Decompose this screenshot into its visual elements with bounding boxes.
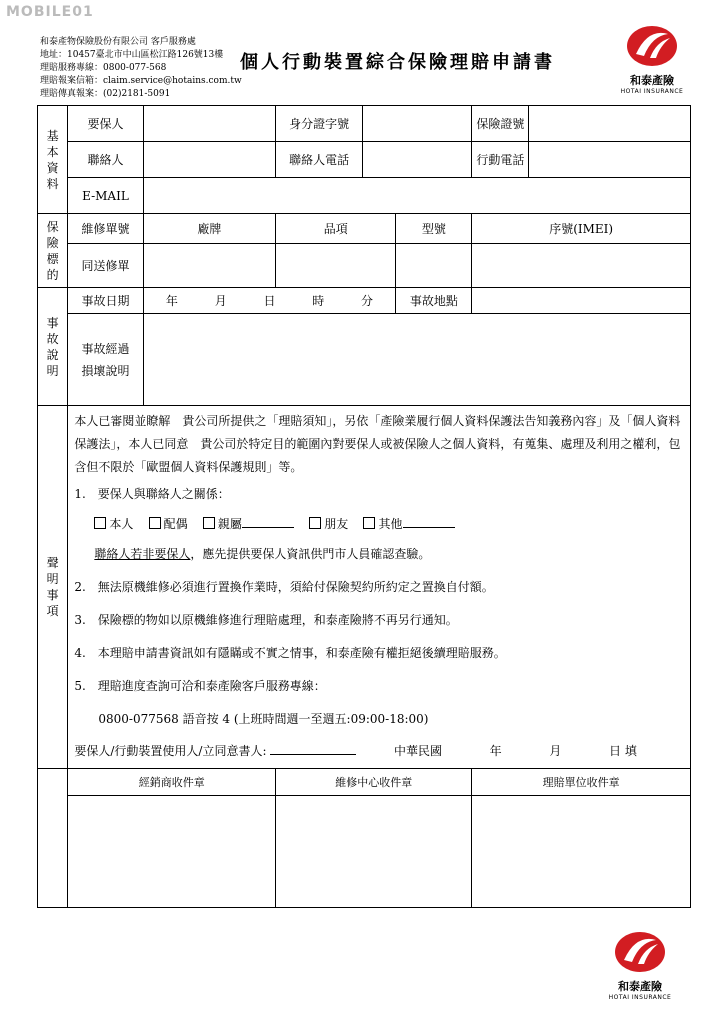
imei-label: 序號(IMEI) — [472, 214, 691, 244]
model-field[interactable] — [396, 244, 472, 288]
id-field[interactable] — [362, 106, 471, 142]
logo-name-bottom: 和泰產險 — [618, 980, 662, 993]
statement-item-5: 5. 理賠進度查詢可洽和泰產險客戶服務專線： — [74, 679, 326, 693]
checkbox-icon — [149, 517, 161, 529]
insured-field[interactable] — [143, 106, 276, 142]
email-label: E-MAIL — [68, 178, 143, 214]
claims-unit-stamp-label: 理賠單位收件章 — [472, 769, 691, 796]
policy-label: 保險證號 — [472, 106, 529, 142]
mobile-label: 行動電話 — [472, 142, 529, 178]
rel-self[interactable]: 本人 — [94, 517, 133, 531]
company-name: 和泰產物保險股份有限公司 客戶服務處 — [40, 37, 196, 47]
page-title: 個人行動裝置綜合保險理賠申請書 — [240, 52, 555, 73]
contact-phone-field[interactable] — [362, 142, 471, 178]
statement-note-rest: ，應先提供要保人資訊供門市人員確認查驗。 — [190, 547, 431, 561]
section-accident-title: 事 故 說 明 — [38, 288, 68, 406]
section-statement-title: 聲 明 事 項 — [38, 406, 68, 769]
relationship-options — [74, 511, 684, 537]
checkbox-icon — [309, 517, 321, 529]
roc-label: 中華民國 — [393, 744, 442, 758]
claims-unit-stamp-area[interactable] — [472, 796, 691, 908]
dealer-stamp-area[interactable] — [68, 796, 276, 908]
statement-note-underlined: 聯絡人若非要保人 — [94, 547, 191, 561]
accident-date-field[interactable] — [143, 288, 396, 314]
date-month: 月 — [214, 294, 227, 308]
repair-no-label: 維修單號 — [68, 214, 143, 244]
email-field[interactable] — [143, 178, 690, 214]
statement-intro: 本人已審閱並瞭解 貴公司所提供之「理賠須知」，另依「產險業履行個人資料保護法告知義務內容」及「個人資料保護法」，本人已同意 貴公司於特定目的範圍內對要保人或被保險人之個人資料，有蒐集、處理及利用之權利，包含但不限於「歐盟個人資料保護規則」等。 — [74, 414, 681, 474]
rel-other[interactable]: 其他 — [363, 517, 454, 531]
model-label: 型號 — [396, 214, 472, 244]
logo-name: 和泰產險 — [630, 74, 674, 87]
sign-day: 日 填 — [609, 744, 637, 758]
checkbox-icon — [363, 517, 375, 529]
company-address: 地址：10457臺北市中山區松江路126號13樓 — [40, 50, 224, 60]
statement-body — [68, 406, 691, 769]
statement-item-1: 1. 要保人與聯絡人之關係： — [74, 487, 230, 501]
company-info — [40, 36, 242, 101]
company-email: 理賠報案信箱：claim.service@hotains.com.tw — [40, 76, 242, 86]
statement-item-4: 4. 本理賠申請書資訊如有隱瞞或不實之情事，和泰產險有權拒絕後續理賠服務。 — [74, 646, 506, 660]
imei-field[interactable] — [472, 244, 691, 288]
logo-emblem-icon — [614, 930, 666, 974]
policy-field[interactable] — [529, 106, 691, 142]
logo-english: HOTAI INSURANCE — [620, 88, 684, 95]
accident-desc-label-2: 損壞說明 — [81, 363, 130, 378]
logo-bottom — [600, 930, 680, 1001]
logo-top — [612, 24, 692, 95]
logo-english-bottom: HOTAI INSURANCE — [608, 994, 672, 1001]
sign-month: 月 — [549, 744, 562, 758]
date-year: 年 — [165, 294, 178, 308]
signer-field[interactable] — [270, 754, 356, 755]
contact-phone-label: 聯絡人電話 — [276, 142, 363, 178]
accident-desc-label-1: 事故經過 — [81, 341, 130, 356]
section-subject-title: 保 險 標 的 — [38, 214, 68, 288]
brand-label: 廠牌 — [143, 214, 276, 244]
signature-line — [74, 738, 684, 764]
rel-relative[interactable]: 親屬 — [203, 517, 294, 531]
rel-friend[interactable]: 朋友 — [309, 517, 348, 531]
date-minute: 分 — [360, 294, 373, 308]
insured-label: 要保人 — [68, 106, 143, 142]
accident-desc-field[interactable] — [143, 314, 690, 406]
brand-field[interactable] — [143, 244, 276, 288]
company-fax: 理賠傳真報案：(02)2181-5091 — [40, 89, 171, 99]
stamps-blank-cell — [38, 769, 68, 908]
statement-hotline: 0800-077568 語音按 4 (上班時間週一至週五:09:00-18:00) — [98, 712, 429, 726]
accident-desc-label — [68, 314, 143, 406]
contact-field[interactable] — [143, 142, 276, 178]
checkbox-icon — [94, 517, 106, 529]
company-hotline: 理賠服務專線：0800-077-568 — [40, 63, 167, 73]
signer-label: 要保人/行動裝置使用人/立同意書人: — [74, 744, 267, 758]
claim-form — [37, 105, 691, 908]
dealer-stamp-label: 經銷商收件章 — [68, 769, 276, 796]
id-label: 身分證字號 — [276, 106, 363, 142]
sign-year: 年 — [489, 744, 502, 758]
accident-date-label: 事故日期 — [68, 288, 143, 314]
contact-label: 聯絡人 — [68, 142, 143, 178]
section-basic-title: 基 本 資 料 — [38, 106, 68, 214]
item-label: 品項 — [276, 214, 396, 244]
sent-repair-label: 同送修單 — [68, 244, 143, 288]
statement-item-3: 3. 保險標的物如以原機維修進行理賠處理，和泰產險將不再另行通知。 — [74, 613, 458, 627]
checkbox-icon — [203, 517, 215, 529]
repair-center-stamp-area[interactable] — [276, 796, 472, 908]
date-day: 日 — [263, 294, 276, 308]
mobile-field[interactable] — [529, 142, 691, 178]
accident-location-label: 事故地點 — [396, 288, 472, 314]
rel-spouse[interactable]: 配偶 — [149, 517, 188, 531]
statement-note — [74, 541, 684, 567]
statement-item-2: 2. 無法原機維修必須進行置換作業時，須給付保險契約所約定之置換自付額。 — [74, 580, 494, 594]
item-field[interactable] — [276, 244, 396, 288]
repair-center-stamp-label: 維修中心收件章 — [276, 769, 472, 796]
accident-location-field[interactable] — [472, 288, 691, 314]
watermark: MOBILE01 — [6, 4, 94, 20]
logo-emblem-icon — [626, 24, 678, 68]
date-hour: 時 — [312, 294, 325, 308]
